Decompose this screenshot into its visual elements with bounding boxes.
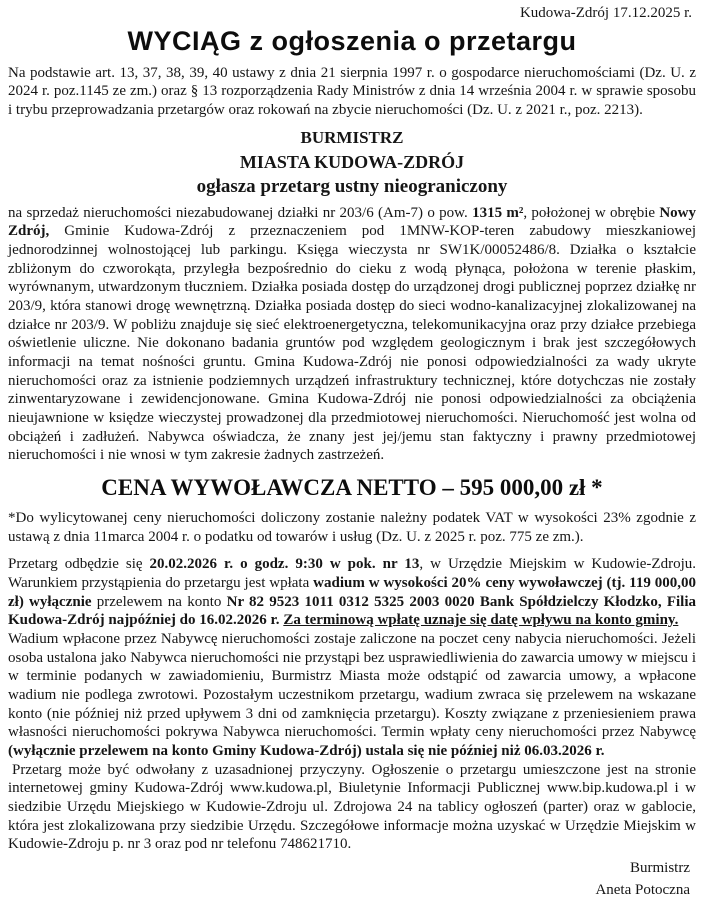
document-date: Kudowa-Zdrój 17.12.2025 r. xyxy=(519,5,692,21)
signature-block xyxy=(8,858,696,902)
issuer-title: BURMISTRZ xyxy=(300,127,404,147)
wadium-terms-paragraph: Wadium wpłacone przez Nabywcę nieruchomości zostaje zaliczone na poczet ceny nabycia nieruchomości. Jeżeli osoba ustalona jako Nabywca nieruchomości nie przystąpi bez usprawiedliwienia do zawarcia umowy w miejscu i w terminie podanych w zawiadomieniu, Burmistrz Miasta może odstąpić od zawarcia umowy, a wpłacone wadium nie podlega zwrotowi. Pozostałym uczestnikom przetargu, wadium zwraca się przelewem na wskazane konto (nie później niż przed upływem 3 dni od zamknięcia przetargu). Koszty związane z przeniesieniem prawa własności nieruchomości pokrywa Nabywca nieruchomości. Termin wpłaty ceny nieruchomości przez Nabywcę (wyłącznie przelewem na konto Gminy Kudowa-Zdrój) ustala się nie później niż 06.03.2026 r. xyxy=(8,631,696,760)
property-description-paragraph: na sprzedaż nieruchomości niezabudowanej działki nr 203/6 (Am-7) o pow. 1315 m², położonej w obrębie Nowy Zdrój, Gminie Kudowa-Zdrój z przeznaczeniem pod 1MNW-KOP-teren zabudowy mieszkaniowej jednorodzinnej wolnostojącej lub parkingu. Księga wieczysta nr SW1K/00052486/8. Działka o kształcie zbliżonym do czworokąta, przyległa bezpośrednio do cieku z wodą płynąca, położona w terenie płaskim, wyrównanym, utwardzonym tłuczniem. Działka posiada dostęp do urządzonej drogi publicznej poprzez działkę nr 203/9, która stanowi drogę wewnętrzną. Działka posiada dostęp do sieci wodno-kanalizacyjnej zlokalizowanej na działce nr 203/9. W pobliżu znajduje się sieć elektroenergetyczna, telekomunikacyjna oraz przy działce przebiega oświetlenie uliczne. Nie dokonano badania gruntów pod względem geologicznym i brak jest szczegółowych informacji na temat nośności gruntu. Gmina Kudowa-Zdrój nie ponosi odpowiedzialności za wady ukryte nieruchomości oraz za istnienie podziemnych urządzeń infrastruktury technicznej, które dotychczas nie zostały zinwentaryzowane i zewidencjonowane. Gmina Kudowa-Zdrój nie ponosi odpowiedzialności za obciążenia nieujawnione w księdze wieczystej prowadzonej dla przedmiotowej nieruchomości. Nieruchomość jest wolna od obciążeń i zadłużeń. Nabywca oświadcza, że znany jest jej/jemu stan faktyczny i prawny przedmiotowej nieruchomości i nie wnosi w tym zakresie żadnych zastrzeżeń. xyxy=(8,204,696,464)
cancellation-info-paragraph: Przetarg może być odwołany z uzasadnionej przyczyny. Ogłoszenie o przetargu umieszczone jest na stronie internetowej gminy Kudowa-Zdrój www.kudowa.pl, Biuletynie Informacji Publicznej www.bip.kudowa.pl i w siedzibie Urzędu Miejskiego w Kudowie-Zdroju ul. Zdrojowa 24 na tablicy ogłoszeń (parter) oraz w gablocie, która jest zlokalizowana przy siedzibie Urzędu. Szczegółowe informacje można uzyskać w Urzędzie Miejskim w Kudowie-Zdroju p. nr 3 oraz pod nr telefonu 748621710. xyxy=(8,761,696,853)
vat-note-paragraph: *Do wylicytowanej ceny nieruchomości doliczony zostanie należny podatek VAT w wysokości 23% zgodnie z ustawą z dnia 11marca 2004 r. o podatku od towarów i usług (Dz. U. z 2025 r. poz. 775 ze zm.). xyxy=(8,510,696,545)
issuer-block xyxy=(8,127,696,200)
document-title: WYCIĄG z ogłoszenia o przetargu xyxy=(127,25,577,56)
auction-terms-paragraph: Przetarg odbędzie się 20.02.2026 r. o godz. 9:30 w pok. nr 13, w Urzędzie Miejskim w Kudowie-Zdroju. Warunkiem przystąpienia do przetargu jest wpłata wadium w wysokości 20% ceny wywoławczej (tj. 119 000,00 zł) wyłącznie przelewem na konto Nr 82 9523 1011 0312 5325 2003 0020 Bank Spółdzielczy Kłodzko, Filia Kudowa-Zdrój najpóźniej do 16.02.2026 r. Za terminową wpłatę uznaje się datę wpływu na konto gminy. xyxy=(8,556,696,629)
auction-announcement-line: ogłasza przetarg ustny nieograniczony xyxy=(196,176,508,197)
issuer-city: MIASTA KUDOWA-ZDRÓJ xyxy=(239,151,465,172)
signature-name: Aneta Potoczna xyxy=(595,881,690,898)
legal-basis-paragraph: Na podstawie art. 13, 37, 38, 39, 40 ustawy z dnia 21 sierpnia 1997 r. o gospodarce nieruchomościami (Dz. U. z 2024 r. poz.1145 ze zm.) oraz § 13 rozporządzenia Rady Ministrów z dnia 14 września 2004 r. w sprawie sposobu i trybu przeprowadzania przetargów oraz rokowań na zbycie nieruchomości (Dz. U. z 2021 r., poz. 2213). xyxy=(8,64,696,119)
signature-title: Burmistrz xyxy=(630,860,690,877)
starting-price-heading: CENA WYWOŁAWCZA NETTO – 595 000,00 zł * xyxy=(101,475,603,501)
